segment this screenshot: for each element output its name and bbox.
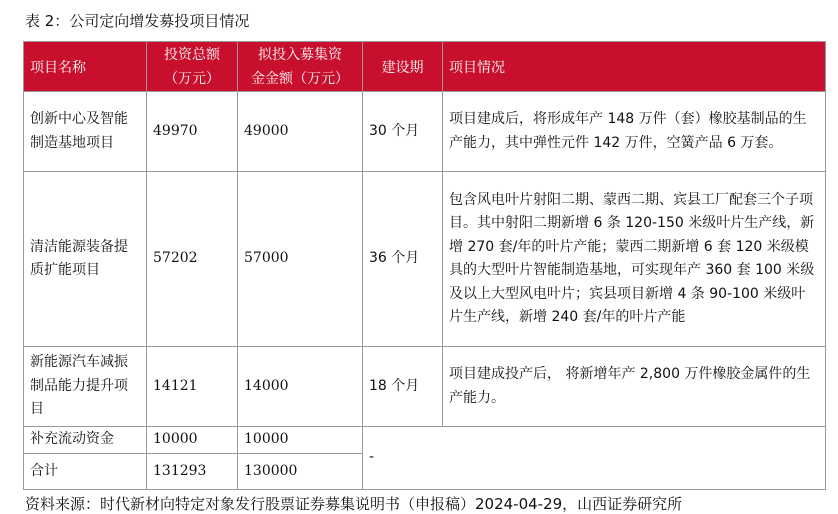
cell-total-investment: 10000 (147, 427, 238, 454)
cell-raised-funds: 130000 (238, 454, 363, 490)
header-total-investment (147, 42, 238, 92)
cell-merged-placeholder: - (363, 427, 826, 490)
header-construction-period: 建设期 (363, 42, 443, 92)
table-caption: 表 2：公司定向增发募投项目情况 (25, 12, 250, 30)
cell-raised-funds: 10000 (238, 427, 363, 454)
header-project-name: 项目名称 (24, 42, 147, 92)
table-row (24, 347, 826, 427)
table-header-row (24, 42, 826, 92)
header-total-investment-line1: 投资总额 (164, 46, 220, 63)
cell-project-status: 包含风电叶片射阳二期、蒙西二期、宾县工厂配套三个子项目。其中射阳二期新增 6 条 120-150 米级叶片生产线，新增 270 套/年的叶片产能；蒙西二期新增 6 套 120 米级模具的大型叶片智能制造基地，可实现年产 360 套 100 米级及以上大型风电叶片；宾县项目新增 4 条 90-100 米级叶片生产线，新增 240 套/年的叶片产能 (443, 172, 826, 347)
cell-project-name: 创新中心及智能制造基地项目 (24, 92, 147, 172)
header-raised-funds (238, 42, 363, 92)
header-project-status: 项目情况 (443, 42, 826, 92)
source-note: 资料来源：时代新材向特定对象发行股票证券募集说明书（申报稿）2024-04-29，山西证券研究所 (25, 495, 683, 513)
cell-total-investment: 14121 (147, 347, 238, 427)
cell-total-investment: 49970 (147, 92, 238, 172)
table-row (24, 172, 826, 347)
cell-raised-funds: 49000 (238, 92, 363, 172)
cell-raised-funds: 14000 (238, 347, 363, 427)
cell-project-status: 项目建成投产后， 将新增年产 2,800 万件橡胶金属件的生产能力。 (443, 347, 826, 427)
cell-total-investment: 57202 (147, 172, 238, 347)
cell-construction-period: 18 个月 (363, 347, 443, 427)
cell-project-name: 补充流动资金 (24, 427, 147, 454)
cell-project-status: 项目建成后，将形成年产 148 万件（套）橡胶基制品的生产能力，其中弹性元件 142 万件，空簧产品 6 万套。 (443, 92, 826, 172)
fundraising-projects-table (23, 41, 826, 490)
table-row (24, 427, 826, 454)
cell-project-name: 清洁能源装备提质扩能项目 (24, 172, 147, 347)
cell-project-name: 合计 (24, 454, 147, 490)
header-raised-funds-line1: 拟投入募集资 (258, 46, 342, 63)
cell-project-name: 新能源汽车减振制品能力提升项目 (24, 347, 147, 427)
cell-raised-funds: 57000 (238, 172, 363, 347)
header-raised-funds-line2: 金金额（万元） (251, 70, 349, 87)
cell-construction-period: 36 个月 (363, 172, 443, 347)
header-total-investment-line2: （万元） (164, 70, 220, 87)
cell-total-investment: 131293 (147, 454, 238, 490)
cell-construction-period: 30 个月 (363, 92, 443, 172)
table-row (24, 92, 826, 172)
